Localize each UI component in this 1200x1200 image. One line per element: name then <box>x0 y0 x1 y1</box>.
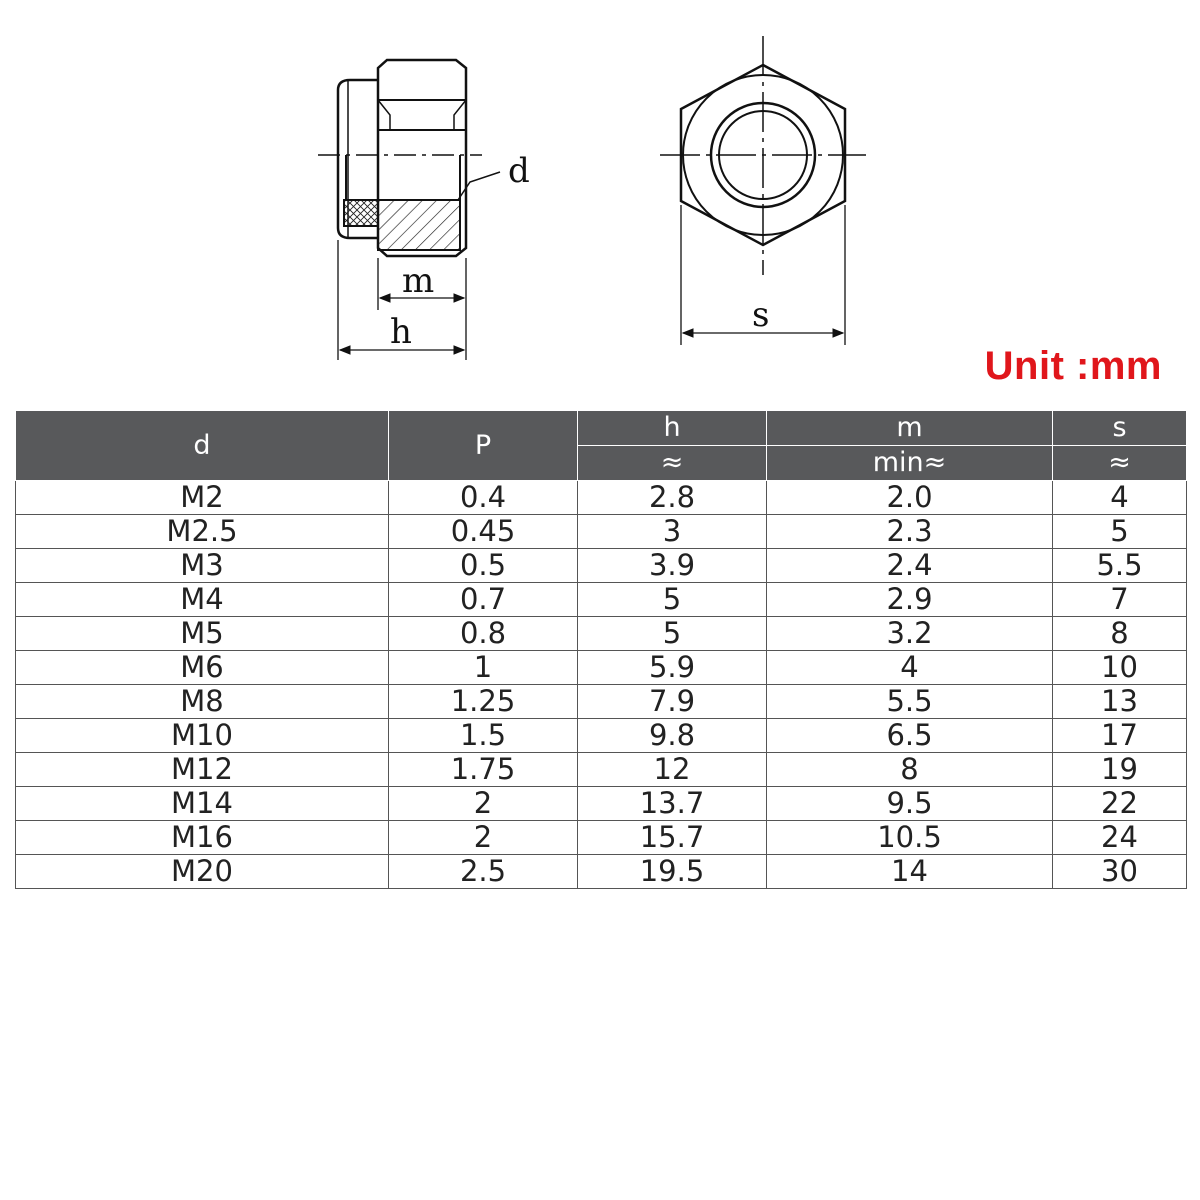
cell-d: M12 <box>16 753 389 787</box>
table-row <box>16 855 1187 889</box>
metal-section-hatch <box>378 200 460 250</box>
cell-h: 5 <box>578 617 767 651</box>
header-m-sub: min≈ <box>767 446 1053 481</box>
cell-s: 5.5 <box>1053 549 1187 583</box>
table-row <box>16 515 1187 549</box>
cell-m: 2.3 <box>767 515 1053 549</box>
table-row <box>16 549 1187 583</box>
header-h: h <box>578 411 767 446</box>
table-row <box>16 481 1187 515</box>
cell-s: 10 <box>1053 651 1187 685</box>
table-row <box>16 753 1187 787</box>
cell-d: M8 <box>16 685 389 719</box>
cell-p: 2.5 <box>389 855 578 889</box>
cell-h: 7.9 <box>578 685 767 719</box>
cell-m: 5.5 <box>767 685 1053 719</box>
d-leader-line <box>458 172 500 200</box>
cell-d: M3 <box>16 549 389 583</box>
cell-s: 13 <box>1053 685 1187 719</box>
cell-h: 3 <box>578 515 767 549</box>
cell-s: 24 <box>1053 821 1187 855</box>
cell-p: 1.75 <box>389 753 578 787</box>
header-m: m <box>767 411 1053 446</box>
cell-h: 19.5 <box>578 855 767 889</box>
cell-m: 9.5 <box>767 787 1053 821</box>
cell-m: 2.9 <box>767 583 1053 617</box>
table-row <box>16 821 1187 855</box>
cell-m: 14 <box>767 855 1053 889</box>
cell-s: 7 <box>1053 583 1187 617</box>
cell-p: 2 <box>389 821 578 855</box>
cell-p: 0.4 <box>389 481 578 515</box>
cell-m: 6.5 <box>767 719 1053 753</box>
cell-p: 0.8 <box>389 617 578 651</box>
cell-h: 13.7 <box>578 787 767 821</box>
cell-p: 0.5 <box>389 549 578 583</box>
header-p: P <box>389 411 578 481</box>
header-d: d <box>16 411 389 481</box>
cell-h: 12 <box>578 753 767 787</box>
cell-s: 19 <box>1053 753 1187 787</box>
table-body <box>16 481 1187 889</box>
cell-d: M16 <box>16 821 389 855</box>
header-s: s <box>1053 411 1187 446</box>
side-label-h: h <box>390 312 412 352</box>
cell-d: M10 <box>16 719 389 753</box>
cell-p: 1.25 <box>389 685 578 719</box>
cell-p: 1.5 <box>389 719 578 753</box>
table-row <box>16 685 1187 719</box>
cell-p: 1 <box>389 651 578 685</box>
cell-h: 2.8 <box>578 481 767 515</box>
header-h-sub: ≈ <box>578 446 767 481</box>
nylon-section-hatch <box>344 200 378 226</box>
side-label-m: m <box>402 261 435 301</box>
cell-p: 0.7 <box>389 583 578 617</box>
cell-s: 30 <box>1053 855 1187 889</box>
cell-m: 2.4 <box>767 549 1053 583</box>
table-row <box>16 719 1187 753</box>
cell-s: 5 <box>1053 515 1187 549</box>
cell-m: 10.5 <box>767 821 1053 855</box>
spec-table <box>15 410 1187 889</box>
cell-d: M6 <box>16 651 389 685</box>
table-row <box>16 583 1187 617</box>
cell-m: 4 <box>767 651 1053 685</box>
cell-p: 2 <box>389 787 578 821</box>
table-row <box>16 787 1187 821</box>
table-row <box>16 617 1187 651</box>
cell-s: 17 <box>1053 719 1187 753</box>
cell-h: 3.9 <box>578 549 767 583</box>
cell-d: M4 <box>16 583 389 617</box>
cell-h: 5.9 <box>578 651 767 685</box>
cell-m: 3.2 <box>767 617 1053 651</box>
cell-d: M2 <box>16 481 389 515</box>
side-label-d: d <box>508 151 530 191</box>
technical-drawing <box>0 0 1200 400</box>
top-label-s: s <box>752 295 770 335</box>
cell-d: M2.5 <box>16 515 389 549</box>
header-s-sub: ≈ <box>1053 446 1187 481</box>
cell-s: 8 <box>1053 617 1187 651</box>
cell-h: 5 <box>578 583 767 617</box>
cell-d: M20 <box>16 855 389 889</box>
table-row <box>16 651 1187 685</box>
cell-h: 15.7 <box>578 821 767 855</box>
cell-p: 0.45 <box>389 515 578 549</box>
cell-m: 2.0 <box>767 481 1053 515</box>
cell-m: 8 <box>767 753 1053 787</box>
cell-h: 9.8 <box>578 719 767 753</box>
unit-label: Unit :mm <box>984 344 1162 388</box>
cell-d: M5 <box>16 617 389 651</box>
cell-s: 4 <box>1053 481 1187 515</box>
cell-s: 22 <box>1053 787 1187 821</box>
cell-d: M14 <box>16 787 389 821</box>
